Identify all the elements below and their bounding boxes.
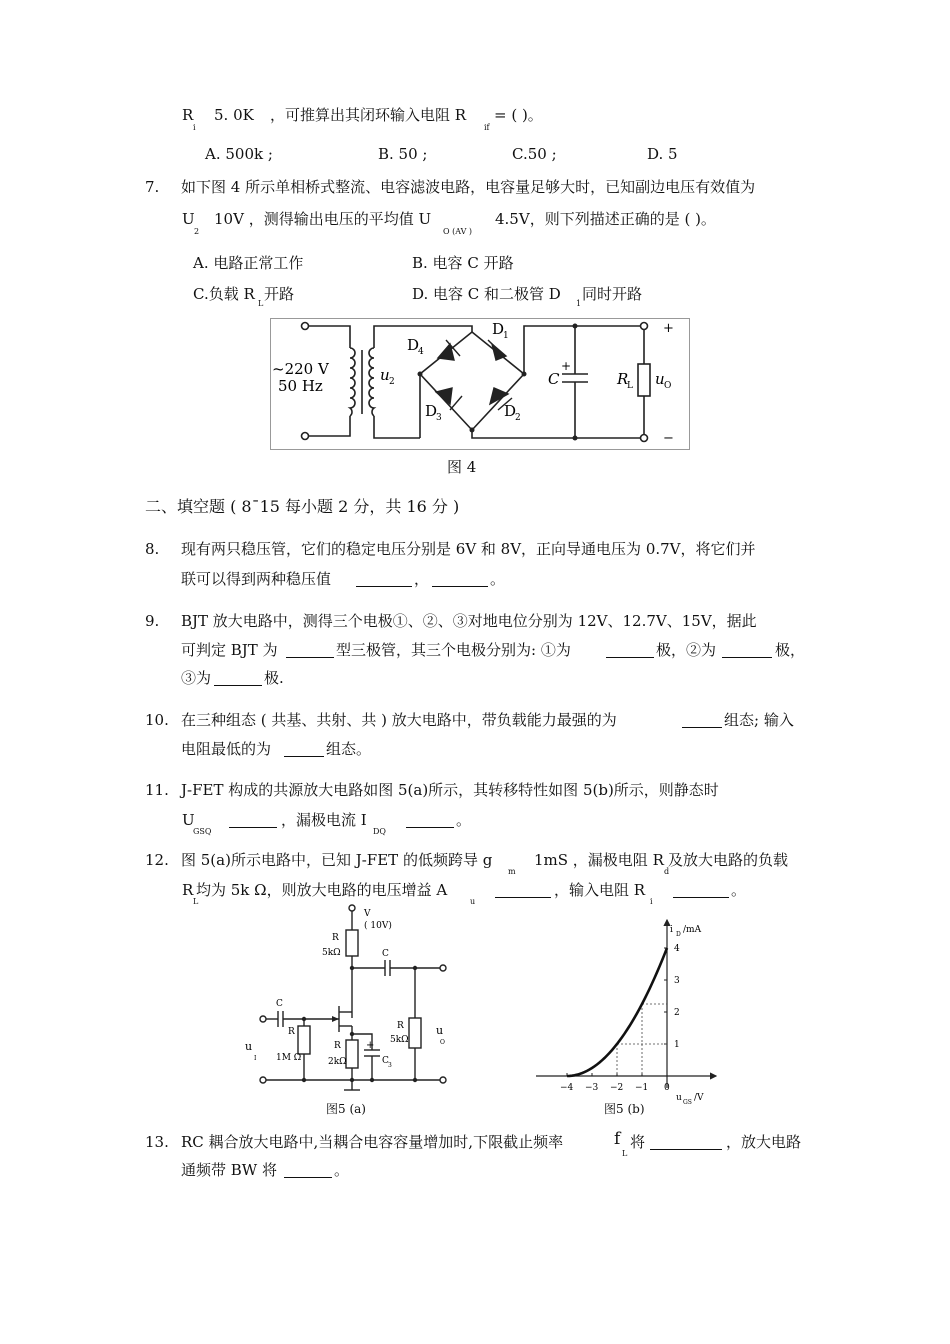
q6-ri-value: 5. 0K — [214, 106, 254, 124]
q9-blank-type[interactable] — [286, 643, 334, 658]
q12-rl: R — [182, 881, 194, 899]
fig5b-ylabel: i — [670, 925, 673, 935]
q12-line1b: 1mS ，漏极电阻 R — [534, 851, 664, 869]
q9-line1: BJT 放大电路中，测得三个电极①、②、③对地电位分别为 12V、12.7V、15V，据此 — [181, 612, 757, 630]
q6-rif-sub: if — [484, 123, 490, 132]
q7-option-d: D. 电容 C 和二极管 D — [412, 285, 561, 303]
q8-line2c: 。 — [490, 570, 506, 588]
fig4-d1-sub: 1 — [503, 331, 509, 341]
fig5b-guides — [617, 1004, 667, 1076]
q11-blank-idq[interactable] — [406, 813, 454, 828]
fig4-u2-sub: 2 — [389, 377, 395, 387]
q8-line2b: ， — [414, 570, 430, 588]
fig5a-rg-value: 1M Ω — [276, 1053, 302, 1063]
q8-blank-2[interactable] — [432, 572, 488, 587]
q13-blank-bw[interactable] — [284, 1163, 332, 1178]
q13-line2b: 。 — [334, 1161, 350, 1179]
fig5a-rd: R — [332, 933, 339, 943]
section-2-title: 二、填空题 ( 8¯15 每小题 2 分，共 16 分 ) — [145, 497, 460, 516]
q9-line3a: ③为 — [181, 669, 212, 687]
q13-line1a: RC 耦合放大电路中,当耦合电容容量增加时,下限截止频率 — [181, 1133, 564, 1151]
fig5b-xlabel-sub: GS — [683, 1099, 692, 1106]
fig5b-xtick-label: −1 — [635, 1083, 649, 1093]
fig5b-ylabel-sub: D — [676, 931, 681, 938]
fig5a-ui: u — [245, 1040, 253, 1053]
q9-blank-electrode-3[interactable] — [214, 671, 262, 686]
q7-option-a: A. 电路正常工作 — [193, 254, 304, 272]
q9-line3b: 极. — [264, 669, 284, 687]
fig4-d3: D — [425, 402, 438, 420]
figure-5a-jfet-amplifier — [240, 900, 460, 1120]
q6-end: = ( )。 — [494, 106, 543, 124]
fig4-d4-sub: 4 — [418, 347, 424, 357]
q12-number: 12. — [145, 851, 169, 869]
q11-line2c: 。 — [456, 811, 472, 829]
q12-line2d: 。 — [731, 881, 747, 899]
q9-line2c: 极，②为 — [656, 641, 717, 659]
q13-line1c: ，放大电路 — [726, 1133, 802, 1151]
fig4-rl-sub: L — [627, 381, 633, 391]
q8-blank-1[interactable] — [356, 572, 412, 587]
q12-gm-sub: m — [508, 867, 516, 876]
fig5b-ytick-label: 4 — [674, 944, 680, 954]
fig5a-cs: C — [382, 1056, 389, 1066]
q12-rd-sub: d — [664, 867, 670, 876]
fig5a-vdd-value: ( 10V) — [364, 921, 392, 931]
fig4-d2-sub: 2 — [515, 413, 521, 423]
fig5a-rd-value: 5kΩ — [322, 948, 341, 958]
fig5a-c2: C — [382, 949, 389, 959]
q13-line1b: 将 — [630, 1133, 646, 1151]
fig5a-caption: 图5 (a) — [326, 1102, 366, 1116]
q7-number: 7. — [145, 178, 160, 196]
fig5b-ytick-label: 2 — [674, 1008, 680, 1018]
q8-line2a: 联可以得到两种稳压值 — [181, 570, 332, 588]
fig5a-rl-value: 5kΩ — [390, 1035, 409, 1045]
fig5a-uo-sub: O — [440, 1039, 445, 1046]
q6-ri: R — [182, 106, 194, 124]
fig4-source-voltage: ~220 V — [272, 360, 329, 378]
fig4-plus: + — [663, 321, 674, 336]
q12-au-sub: u — [470, 897, 476, 906]
fig5a-rs: R — [334, 1041, 341, 1051]
fig5b-ytick-label: 1 — [674, 1040, 680, 1050]
q12-line1c: 及放大电路的负载 — [668, 851, 789, 869]
q11-idq-sub: DQ — [373, 827, 386, 836]
q7-option-c: C.负载 R — [193, 285, 255, 303]
fig5a-rl: R — [397, 1021, 404, 1031]
fig5a-vdd: V — [364, 909, 371, 919]
fig5b-caption: 图5 (b) — [604, 1102, 645, 1116]
q13-fl-sub: L — [622, 1149, 628, 1158]
q12-rl-sub: L — [193, 897, 199, 906]
fig5b-xlabel-unit: /V — [694, 1093, 704, 1103]
fig4-d1: D — [492, 320, 505, 338]
fig4-source-frequency: 50 Hz — [278, 377, 323, 395]
q13-fl: f — [614, 1129, 621, 1149]
fig4-capacitor-label: C — [548, 370, 560, 388]
q7-option-d-sub: 1 — [576, 299, 582, 308]
q12-line2c: ，输入电阻 R — [554, 881, 646, 899]
fig4-u2: u — [380, 366, 390, 384]
fig5b-xtick-label: 0 — [664, 1083, 670, 1093]
q11-ugsq-sub: GSQ — [193, 827, 212, 836]
fig5b-xlabel: u — [676, 1093, 682, 1103]
q12-blank-gain[interactable] — [495, 883, 551, 898]
q9-number: 9. — [145, 612, 160, 630]
q8-line1: 现有两只稳压管，它们的稳定电压分别是 6V 和 8V，正向导通电压为 0.7V，将它们并 — [181, 540, 756, 558]
q11-line2b: ，漏极电流 I — [281, 811, 367, 829]
fig5a-ui-sub: I — [254, 1055, 257, 1062]
q7-option-d-end: 同时开路 — [582, 285, 643, 303]
q11-number: 11. — [145, 781, 169, 799]
figure-4-bridge-rectifier — [270, 318, 690, 450]
fig5b-xtick-label: −2 — [610, 1083, 624, 1093]
q9-blank-electrode-1[interactable] — [606, 643, 654, 658]
q7-line2a: 10V ，测得输出电压的平均值 U — [214, 210, 432, 228]
fig5a-rs-value: 2kΩ — [328, 1057, 347, 1067]
q11-blank-ugsq[interactable] — [229, 813, 277, 828]
q7-u2: U — [182, 210, 195, 228]
q6-ri-sub: i — [193, 123, 196, 132]
q7-line1: 如下图 4 所示单相桥式整流、电容滤波电路，电容量足够大时，已知副边电压有效值为 — [181, 178, 756, 196]
q7-uo-sub: O (AV ) — [443, 227, 473, 236]
q12-line2b: 均为 5k Ω，则放大电路的电压增益 A — [196, 881, 448, 899]
q10-line1b: 组态; 输入 — [724, 711, 794, 729]
q9-blank-electrode-2[interactable] — [722, 643, 772, 658]
q6-option-b: B. 50 ; — [378, 145, 428, 163]
q12-ri-sub: i — [650, 897, 653, 906]
fig4-capacitor-plus: + — [561, 359, 572, 373]
fig5a-c1: C — [276, 999, 283, 1009]
q10-blank-1[interactable] — [682, 713, 722, 728]
q9-line2a: 可判定 BJT 为 — [181, 641, 278, 659]
q9-line2b: 型三极管，其三个电极分别为: ①为 — [336, 641, 571, 659]
fig4-rl: R — [617, 370, 629, 388]
q10-line2a: 电阻最低的为 — [181, 740, 272, 758]
q13-line2a: 通频带 BW 将 — [181, 1161, 277, 1179]
fig4-caption: 图 4 — [447, 458, 477, 476]
q13-blank-fl[interactable] — [650, 1135, 722, 1150]
fig5a-cs-sub: 3 — [388, 1062, 392, 1069]
q10-number: 10. — [145, 711, 169, 729]
q9-line2d: 极， — [775, 641, 806, 659]
q10-blank-2[interactable] — [284, 742, 324, 757]
fig4-d2: D — [504, 402, 517, 420]
q6-text: ，可推算出其闭环输入电阻 R — [270, 106, 467, 124]
figure-5b-transfer-characteristic — [530, 912, 730, 1112]
q11-line1: J-FET 构成的共源放大电路如图 5(a)所示，其转移特性如图 5(b)所示，则静态时 — [181, 781, 719, 799]
fig4-uo-sub: O — [664, 381, 672, 391]
q6-option-d: D. 5 — [647, 145, 678, 163]
fig5a-uo: u — [436, 1024, 444, 1037]
q7-option-c-sub: L — [258, 299, 264, 308]
q10-line2b: 组态。 — [326, 740, 372, 758]
q13-number: 13. — [145, 1133, 169, 1151]
q7-option-b: B. 电容 C 开路 — [412, 254, 514, 272]
q6-option-c: C.50 ; — [512, 145, 557, 163]
q10-line1a: 在三种组态 ( 共基、共射、共 ) 放大电路中，带负载能力最强的为 — [181, 711, 617, 729]
fig5b-ylabel-unit: /mA — [683, 925, 702, 935]
q12-blank-ri[interactable] — [673, 883, 729, 898]
fig5b-xtick-label: −4 — [560, 1083, 574, 1093]
q7-option-c-end: 开路 — [264, 285, 295, 303]
q12-line1a: 图 5(a)所示电路中，已知 J-FET 的低频跨导 g — [181, 851, 493, 869]
q11-ugsq: U — [182, 811, 195, 829]
fig4-d4: D — [407, 336, 420, 354]
fig4-uo: u — [655, 370, 665, 388]
fig5b-xtick-label: −3 — [585, 1083, 599, 1093]
q6-option-a: A. 500k ; — [205, 145, 273, 163]
fig5b-ytick-label: 3 — [674, 976, 680, 986]
q7-line2b: 4.5V，则下列描述正确的是 ( )。 — [495, 210, 716, 228]
fig4-d3-sub: 3 — [436, 413, 442, 423]
q7-u2-sub: 2 — [194, 227, 200, 236]
fig5a-cs-plus: + — [366, 1040, 375, 1051]
fig4-minus: − — [663, 431, 674, 446]
fig5a-rg: R — [288, 1027, 295, 1037]
q8-number: 8. — [145, 540, 160, 558]
